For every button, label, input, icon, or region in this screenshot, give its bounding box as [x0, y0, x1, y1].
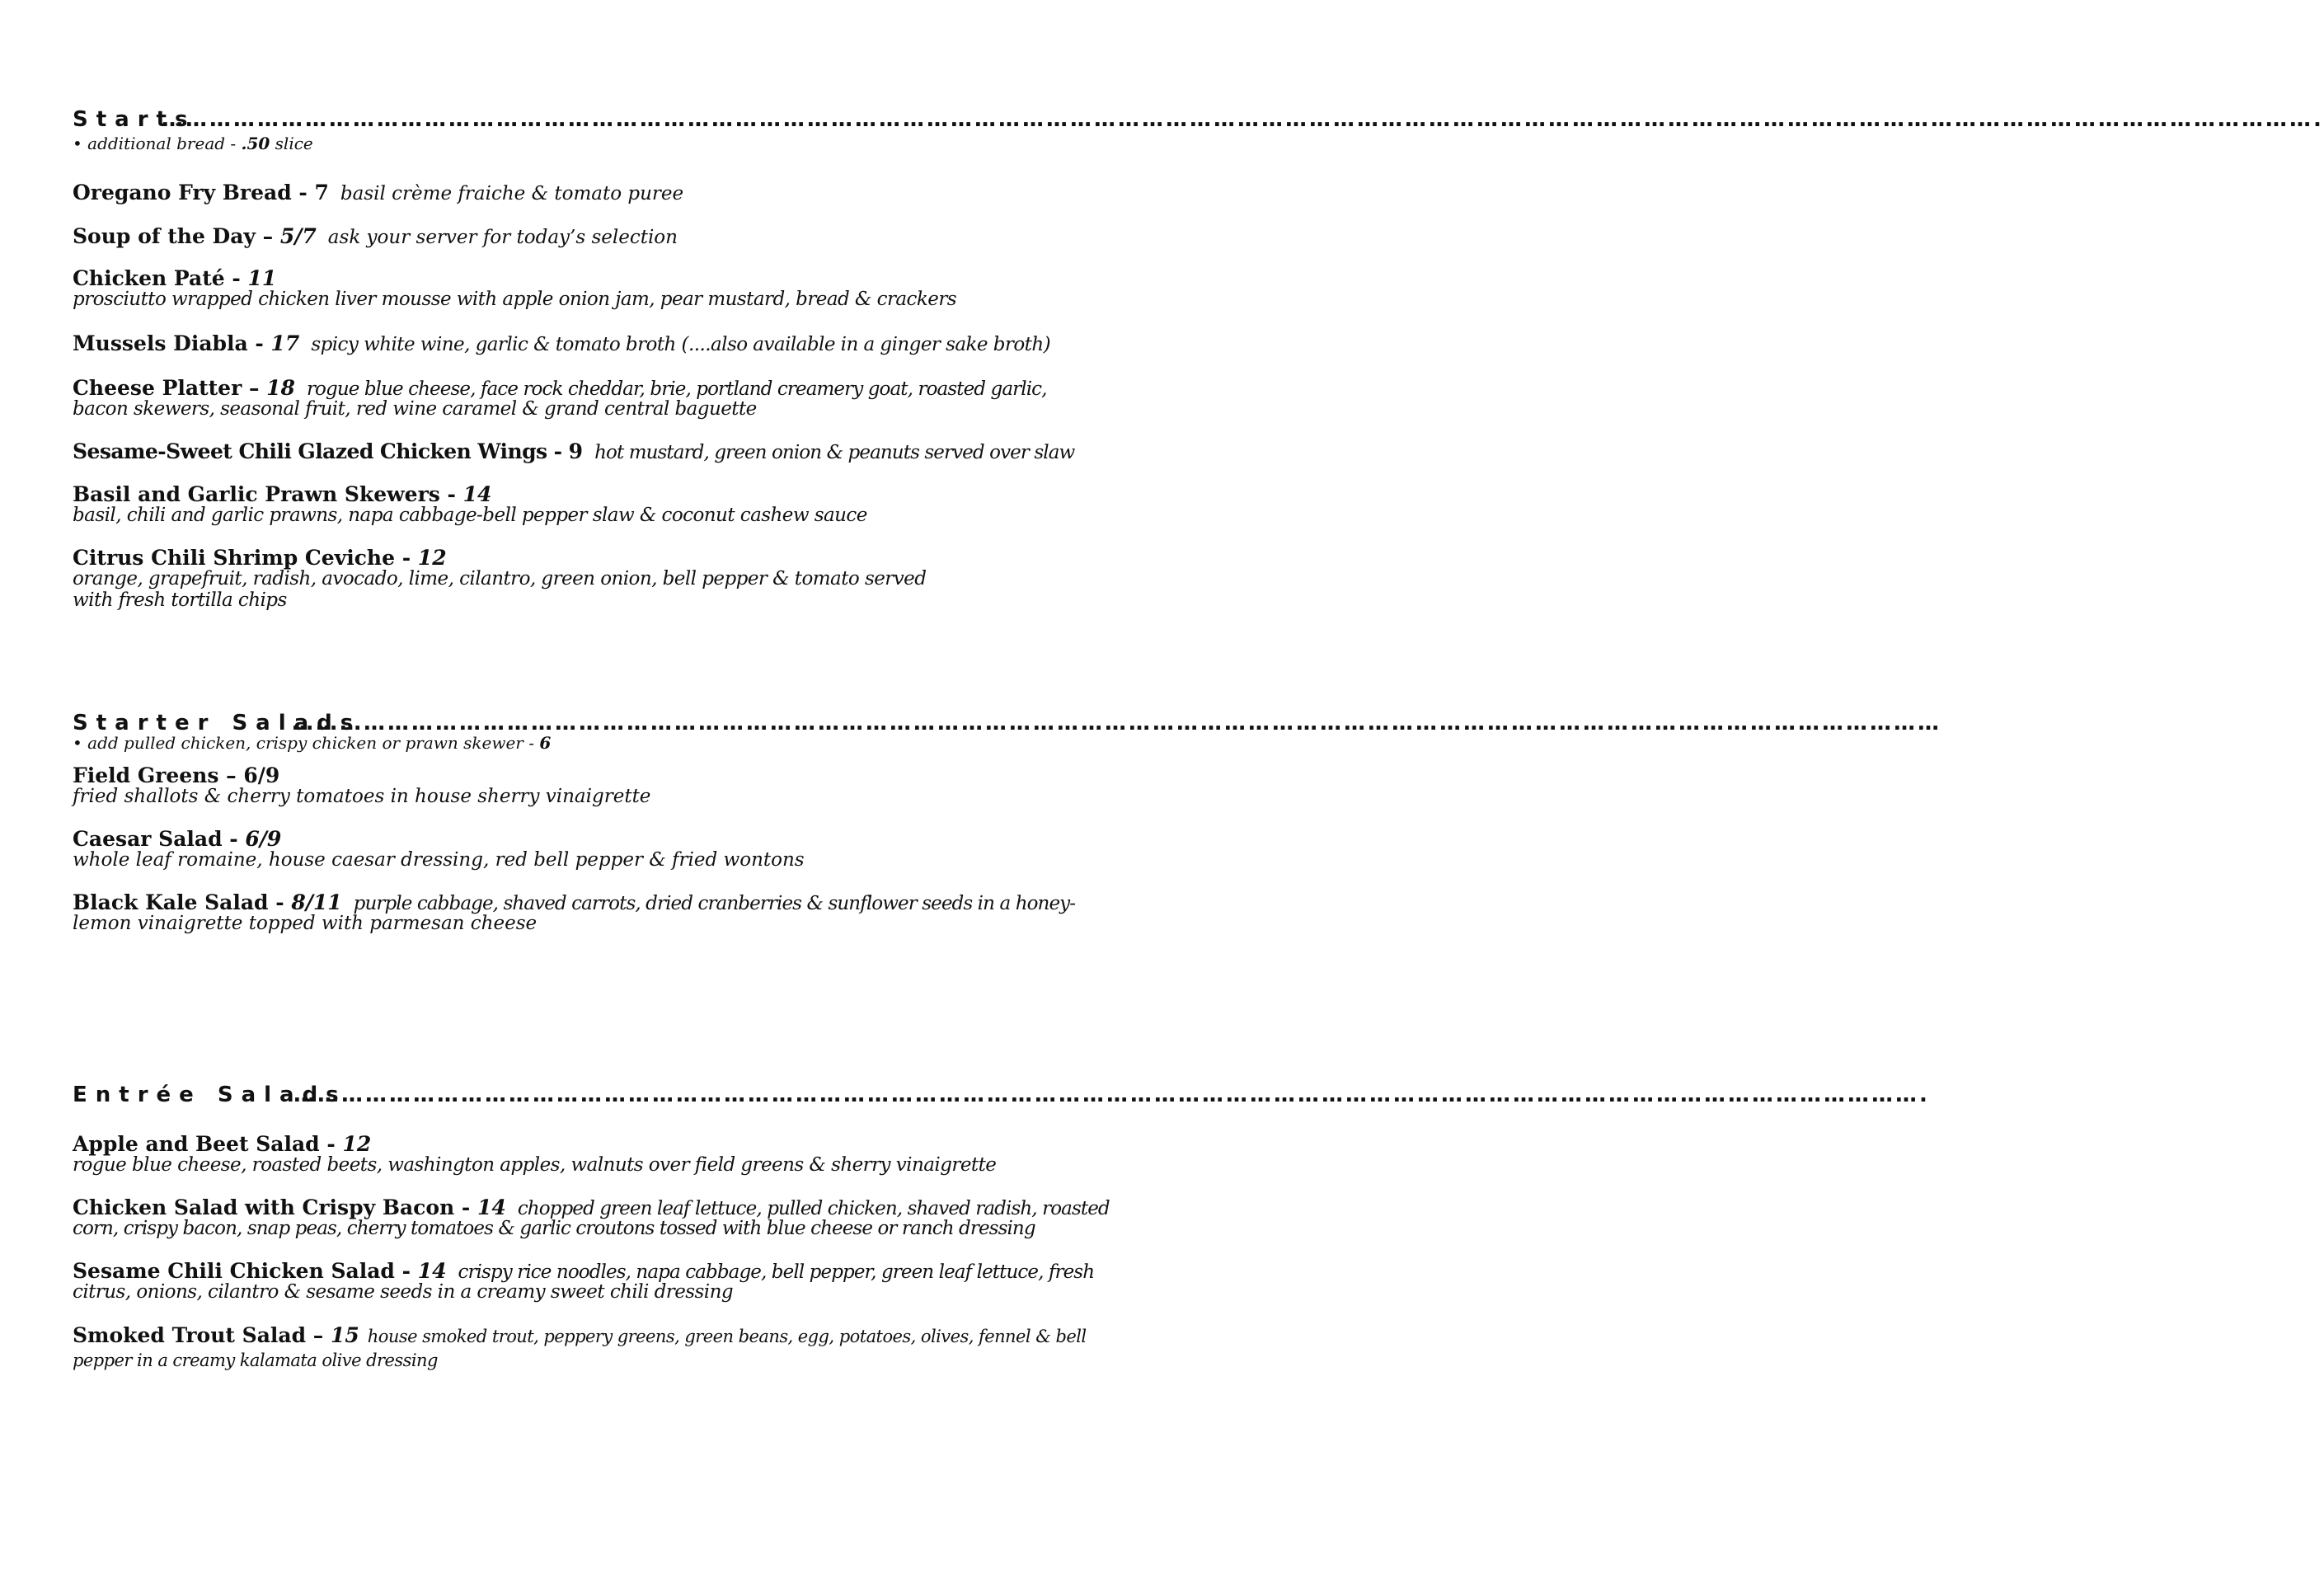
item-description: purple cabbage, shaved carrots, dried cranberries & sunflower seeds in a honey- [353, 893, 1076, 914]
bread-note [73, 134, 313, 153]
item-description-cont: corn, crispy bacon, snap peas, cherry tomatoes & garlic croutons tossed with blue cheese or ranch dressing [73, 1218, 1035, 1239]
dot-leader: ……………………………………………………………………………………………………………………………………………………………………………………. [293, 1083, 1930, 1107]
item-description: chopped green leaf lettuce, pulled chicken, shaved radish, roasted [517, 1198, 1110, 1219]
item-name: Soup of the Day – [73, 224, 280, 248]
item-name: Basil and Garlic Prawn Skewers - [73, 482, 463, 506]
item-description: rogue blue cheese, face rock cheddar, brie, portland creamery goat, roasted garlic, [306, 378, 1047, 400]
item-price: 14 [477, 1195, 506, 1219]
item-price: 9 [568, 439, 584, 463]
item-price: 11 [247, 266, 277, 290]
item-description: orange, grapefruit, radish, avocado, lime, cilantro, green onion, bell pepper & tomato served [73, 568, 927, 590]
item-name: Cheese Platter – [73, 376, 267, 400]
item-name: Oregano Fry Bread - [73, 181, 315, 204]
menu-item [73, 1324, 1087, 1350]
item-description: spicy white wine, garlic & tomato broth (....also available in a ginger sake broth) [311, 334, 1051, 355]
item-description: prosciutto wrapped chicken liver mousse with apple onion jam, pear mustard, bread & crackers [73, 289, 957, 310]
item-description-cont: lemon vinaigrette topped with parmesan cheese [73, 913, 538, 934]
item-description: basil, chili and garlic prawns, napa cabbage-bell pepper slaw & coconut cashew sauce [73, 505, 867, 526]
item-description: fried shallots & cherry tomatoes in house sherry vinaigrette [73, 786, 651, 807]
item-price: 6/9 [245, 827, 282, 851]
item-description-cont: pepper in a creamy kalamata olive dressing [73, 1350, 438, 1370]
dot-leader: ………………………………………………………………………………………………………………………………………………………………………………………………………………………………………………. [162, 107, 2324, 132]
add-protein-note [73, 734, 551, 752]
item-name: Mussels Diabla - [73, 331, 271, 355]
note-text: • additional bread - [73, 134, 242, 153]
item-name: Black Kale Salad - [73, 890, 292, 914]
menu-item [73, 225, 678, 251]
menu-item [73, 332, 1050, 358]
menu-item [73, 181, 683, 207]
item-name: Caesar Salad - [73, 827, 246, 851]
item-name: Sesame-Sweet Chili Glazed Chicken Wings - [73, 439, 569, 463]
section-title-text: Starter Salads [73, 711, 362, 735]
item-description: hot mustard, green onion & peanuts served over slaw [594, 442, 1075, 463]
dot-leader: ……………………………………………………………………………………………………………………………………………………………………………………… [292, 711, 1941, 735]
item-description-cont: bacon skewers, seasonal fruit, red wine caramel & grand central baguette [73, 398, 757, 420]
item-price: 5/7 [279, 224, 317, 248]
item-description: basil crème fraiche & tomato puree [340, 183, 684, 204]
item-price: 14 [462, 482, 492, 506]
item-description-cont: with fresh tortilla chips [73, 590, 287, 611]
note-price: .50 [241, 134, 270, 153]
item-name: Apple and Beet Salad - [73, 1132, 343, 1156]
item-price: 15 [331, 1323, 359, 1347]
item-name: Sesame Chili Chicken Salad - [73, 1259, 418, 1283]
note-price: 6 [539, 733, 552, 753]
item-description: rogue blue cheese, roasted beets, washington apples, walnuts over field greens & sherry vinaigrette [73, 1154, 997, 1176]
item-description: house smoked trout, peppery greens, green beans, egg, potatoes, olives, fennel & bell [367, 1327, 1087, 1346]
item-price: 12 [417, 546, 447, 570]
item-name: Chicken Paté - [73, 266, 248, 290]
item-description: crispy rice noodles, napa cabbage, bell pepper, green leaf lettuce, fresh [458, 1261, 1095, 1283]
item-price: 8/11 [291, 890, 342, 914]
item-description-cont: citrus, onions, cilantro & sesame seeds in a creamy sweet chili dressing [73, 1281, 734, 1303]
item-name: Smoked Trout Salad – [73, 1323, 331, 1347]
item-name: Chicken Salad with Crispy Bacon - [73, 1195, 478, 1219]
item-price: 18 [266, 376, 295, 400]
item-name: Field Greens – 6/9 [73, 763, 280, 787]
item-price: 7 [314, 181, 329, 204]
item-price: 12 [342, 1132, 372, 1156]
section-title-text: Entrée Salads [73, 1083, 347, 1107]
note-text: • add pulled chicken, crispy chicken or prawn skewer - [73, 733, 540, 753]
item-price: 17 [270, 331, 300, 355]
item-description: whole leaf romaine, house caesar dressing, red bell pepper & fried wontons [73, 849, 805, 871]
note-unit: slice [270, 134, 313, 153]
item-price: 14 [417, 1259, 447, 1283]
section-title-text: Starts [73, 107, 196, 132]
item-name: Citrus Chili Shrimp Ceviche - [73, 546, 418, 570]
menu-item [73, 440, 1074, 466]
item-description: ask your server for today’s selection [327, 227, 678, 248]
